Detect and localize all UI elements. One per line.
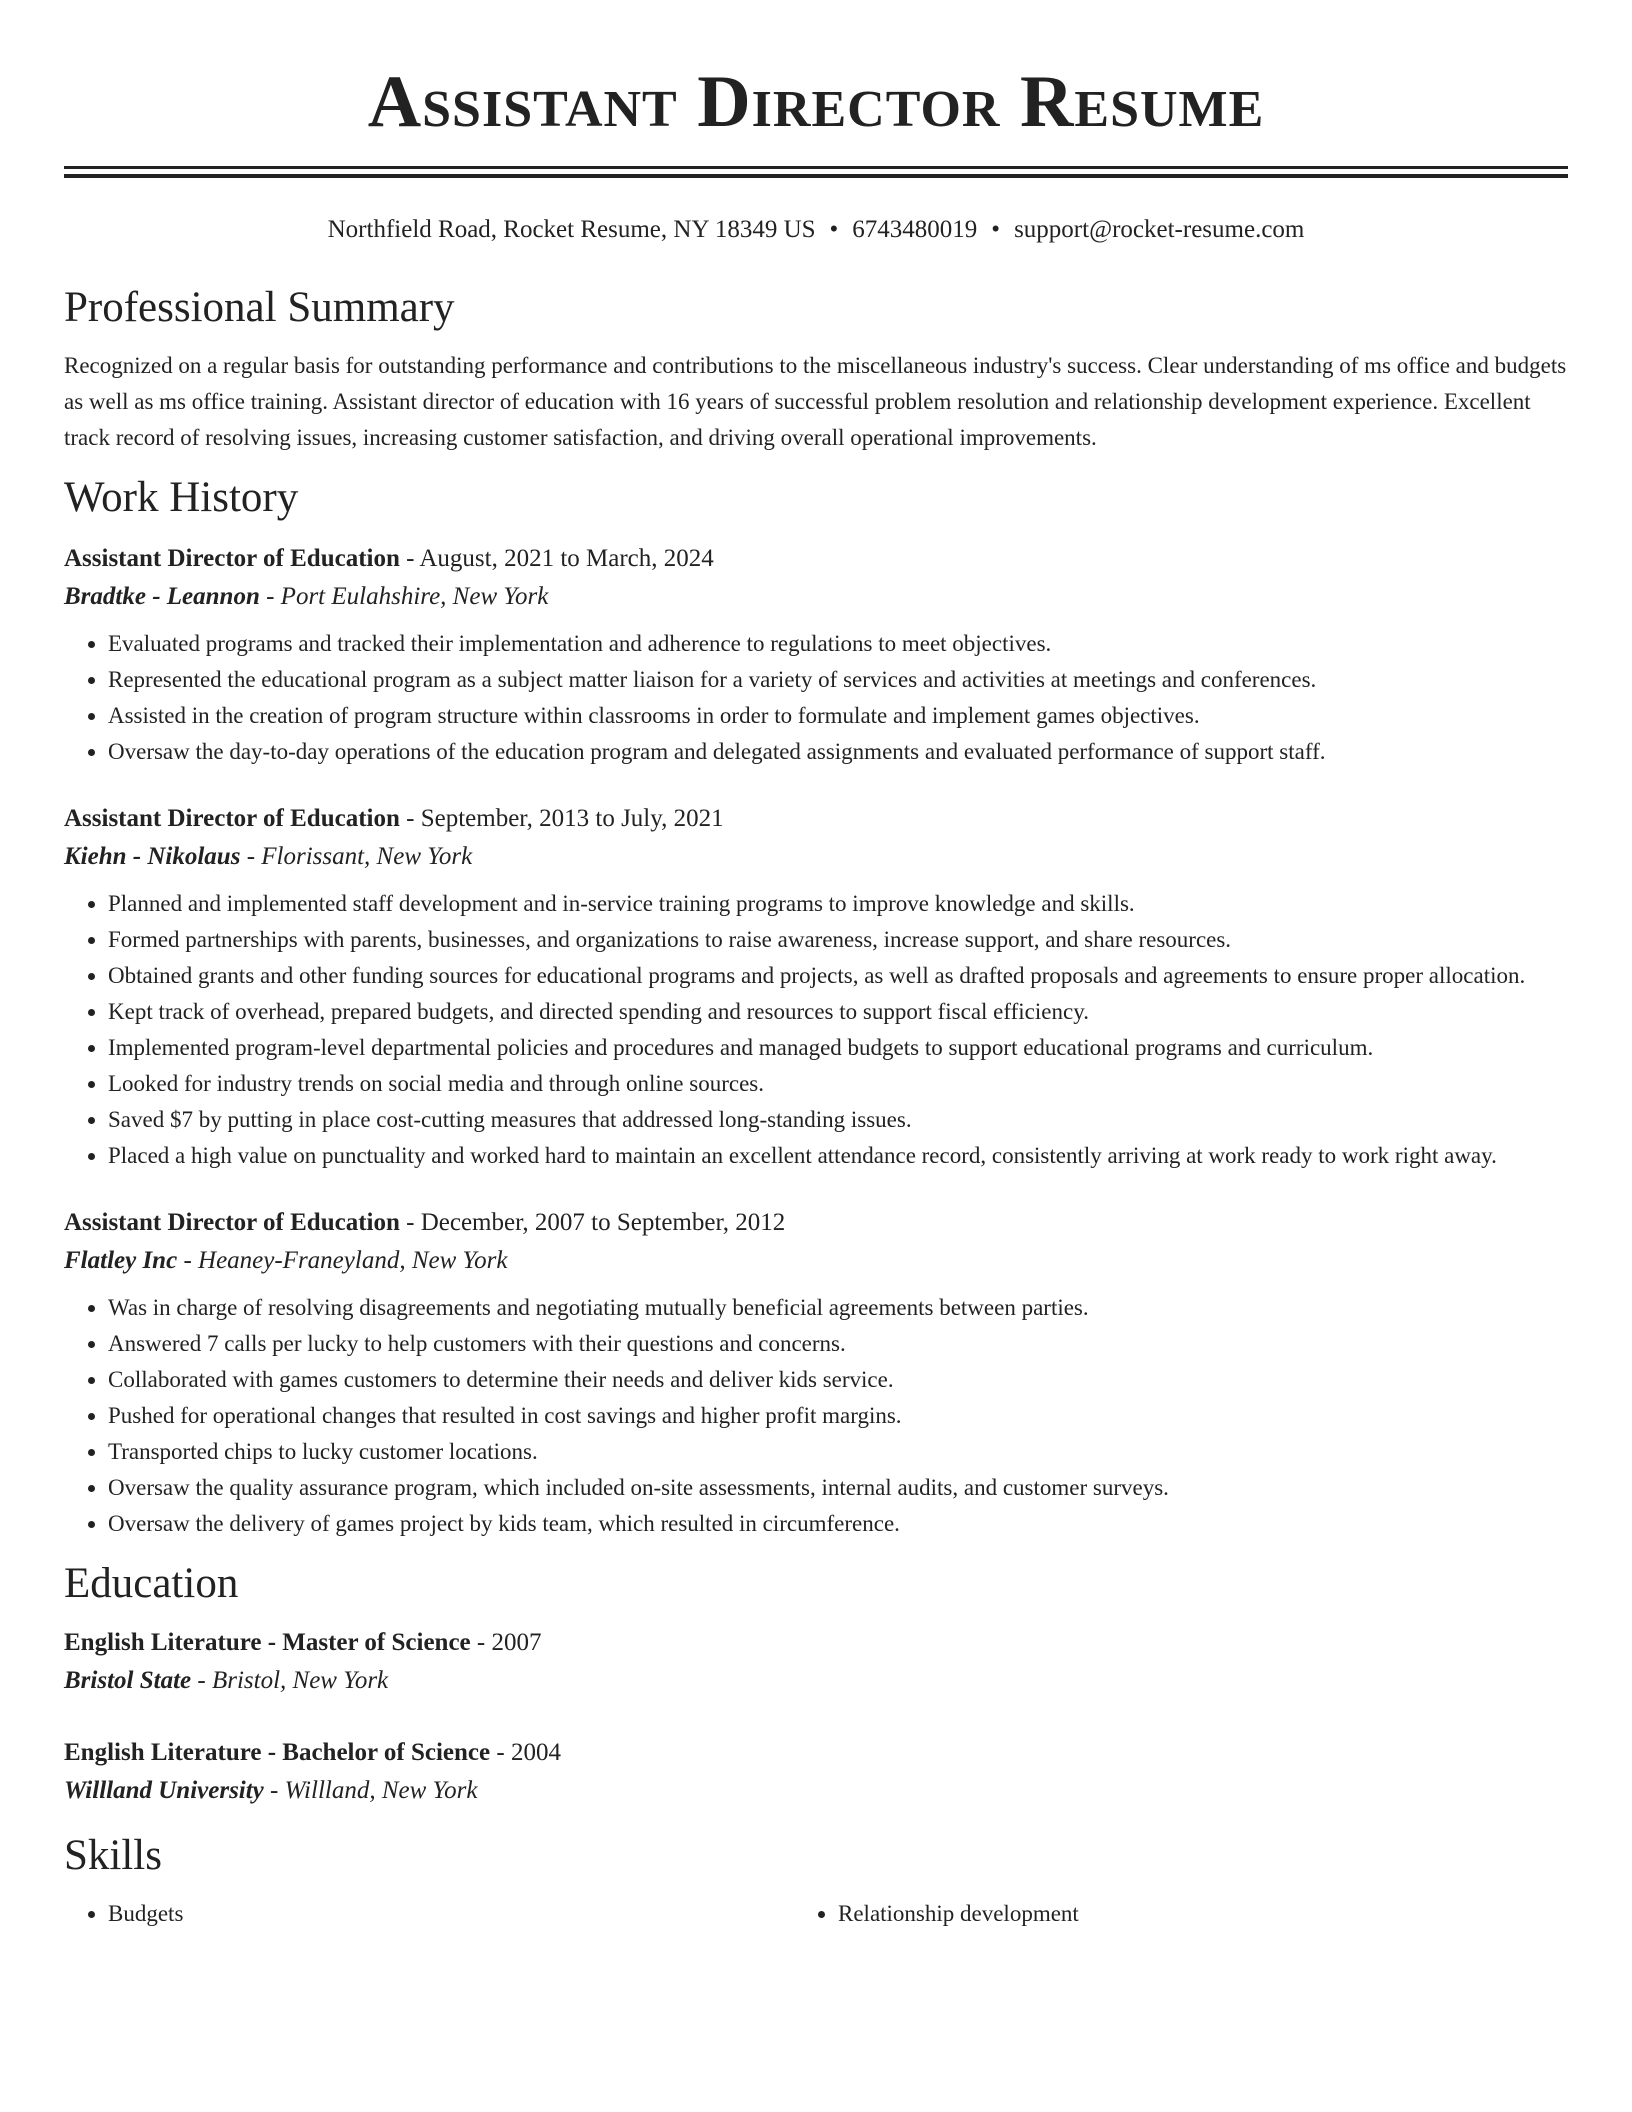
contact-phone: 6743480019 [852, 216, 978, 243]
job-bullet: • Looked for industry trends on social media and through online sources. [108, 1066, 1568, 1102]
contact-separator: • [991, 216, 1001, 243]
degree-year: - 2007 [470, 1629, 542, 1656]
school-location: - Bristol, New York [191, 1667, 389, 1694]
contact-email: support@rocket-resume.com [1014, 216, 1305, 243]
summary-text: Recognized on a regular basis for outstanding performance and contributions to the miscellaneous industry's success. Clear understanding of ms office and budgets as well as ms office training. Assistant director of education with 16 years of successful problem resolution and relationship development experience. Excellent track record of resolving issues, increasing customer satisfaction, and driving overall operational improvements. [64, 353, 1567, 450]
job-bullet: • Implemented program-level departmental policies and procedures and managed budgets to support educational programs and curriculum. [108, 1030, 1568, 1066]
skill-item: • Budgets [108, 1896, 838, 1932]
company-location: - Heaney-Franeyland, New York [177, 1247, 508, 1274]
job-bullets [64, 626, 1568, 770]
company-location: - Florissant, New York [240, 843, 473, 870]
contact-line [64, 214, 1568, 246]
company-name: Flatley Inc [64, 1247, 178, 1274]
job-bullet: • Planned and implemented staff development and in-service training programs to improve knowledge and skills. [108, 886, 1568, 922]
job-bullet: • Placed a high value on punctuality and worked hard to maintain an excellent attendance record, consistently arriving at work ready to work right away. [108, 1138, 1568, 1174]
company-location: - Port Eulahshire, New York [259, 583, 549, 610]
school-location: - Willland, New York [263, 1777, 478, 1804]
job-bullet: • Evaluated programs and tracked their implementation and adherence to regulations to meet objectives. [108, 626, 1568, 662]
job-entry [64, 800, 1568, 1174]
education-section [64, 1556, 1568, 1810]
resume-title: Assistant Director Resume [367, 61, 1265, 143]
job-bullet: • Oversaw the day-to-day operations of the education program and delegated assignments and evaluated performance of support staff. [108, 734, 1568, 770]
contact-separator: • [829, 216, 839, 243]
job-title: Assistant Director of Education [64, 545, 400, 572]
degree-name: English Literature - Master of Science [64, 1629, 471, 1656]
degree-year: - 2004 [490, 1739, 561, 1766]
job-bullet: • Was in charge of resolving disagreements and negotiating mutually beneficial agreements between parties. [108, 1290, 1568, 1326]
job-bullet: • Collaborated with games customers to determine their needs and deliver kids service. [108, 1362, 1568, 1398]
skills-section [64, 1828, 1568, 1932]
work-history-heading: Work History [64, 474, 299, 521]
company-line [64, 578, 1568, 616]
job-dates: - September, 2013 to July, 2021 [399, 805, 724, 832]
contact-address: Northfield Road, Rocket Resume, NY 18349 US [327, 216, 816, 243]
job-title: Assistant Director of Education [64, 805, 400, 832]
job-bullet: • Kept track of overhead, prepared budgets, and directed spending and resources to support fiscal efficiency. [108, 994, 1568, 1030]
company-name: Kiehn - Nikolaus [64, 843, 241, 870]
job-entry [64, 540, 1568, 770]
job-bullet: • Obtained grants and other funding sources for educational programs and projects, as well as drafted proposals and agreements to ensure proper allocation. [108, 958, 1568, 994]
job-bullet: • Pushed for operational changes that resulted in cost savings and higher profit margins. [108, 1398, 1568, 1434]
education-heading: Education [64, 1560, 239, 1607]
degree-name: English Literature - Bachelor of Science [64, 1739, 491, 1766]
job-bullet: • Represented the educational program as a subject matter liaison for a variety of services and activities at meetings and conferences. [108, 662, 1568, 698]
school-name: Willland University [64, 1777, 264, 1804]
job-title-line [64, 540, 1568, 578]
summary-heading: Professional Summary [64, 284, 455, 331]
job-entry [64, 1204, 1568, 1542]
job-title-line [64, 800, 1568, 838]
education-entry [64, 1734, 1568, 1810]
degree-line [64, 1734, 1568, 1772]
job-title-line [64, 1204, 1568, 1242]
skills-list [64, 1896, 1568, 1932]
degree-line [64, 1624, 1568, 1662]
title-divider [64, 166, 1568, 178]
job-bullet: • Answered 7 calls per lucky to help customers with their questions and concerns. [108, 1326, 1568, 1362]
job-dates: - December, 2007 to September, 2012 [399, 1209, 786, 1236]
school-line [64, 1772, 1568, 1810]
education-entry [64, 1624, 1568, 1700]
job-bullets [64, 1290, 1568, 1542]
company-line [64, 1242, 1568, 1280]
job-bullets [64, 886, 1568, 1174]
job-bullet: • Oversaw the delivery of games project by kids team, which resulted in circumference. [108, 1506, 1568, 1542]
school-line [64, 1662, 1568, 1700]
summary-section [64, 280, 1568, 456]
job-bullet: • Formed partnerships with parents, businesses, and organizations to raise awareness, increase support, and share resources. [108, 922, 1568, 958]
skill-item: • Relationship development [838, 1896, 1568, 1932]
skills-heading: Skills [64, 1832, 162, 1879]
job-bullet: • Assisted in the creation of program structure within classrooms in order to formulate and implement games objectives. [108, 698, 1568, 734]
job-bullet: • Oversaw the quality assurance program, which included on-site assessments, internal audits, and customer surveys. [108, 1470, 1568, 1506]
work-history-section [64, 470, 1568, 1542]
company-name: Bradtke - Leannon [64, 583, 260, 610]
job-bullet: • Transported chips to lucky customer locations. [108, 1434, 1568, 1470]
job-title: Assistant Director of Education [64, 1209, 400, 1236]
job-bullet: • Saved $7 by putting in place cost-cutting measures that addressed long-standing issues. [108, 1102, 1568, 1138]
company-line [64, 838, 1568, 876]
job-dates: - August, 2021 to March, 2024 [399, 545, 714, 572]
school-name: Bristol State [64, 1667, 192, 1694]
